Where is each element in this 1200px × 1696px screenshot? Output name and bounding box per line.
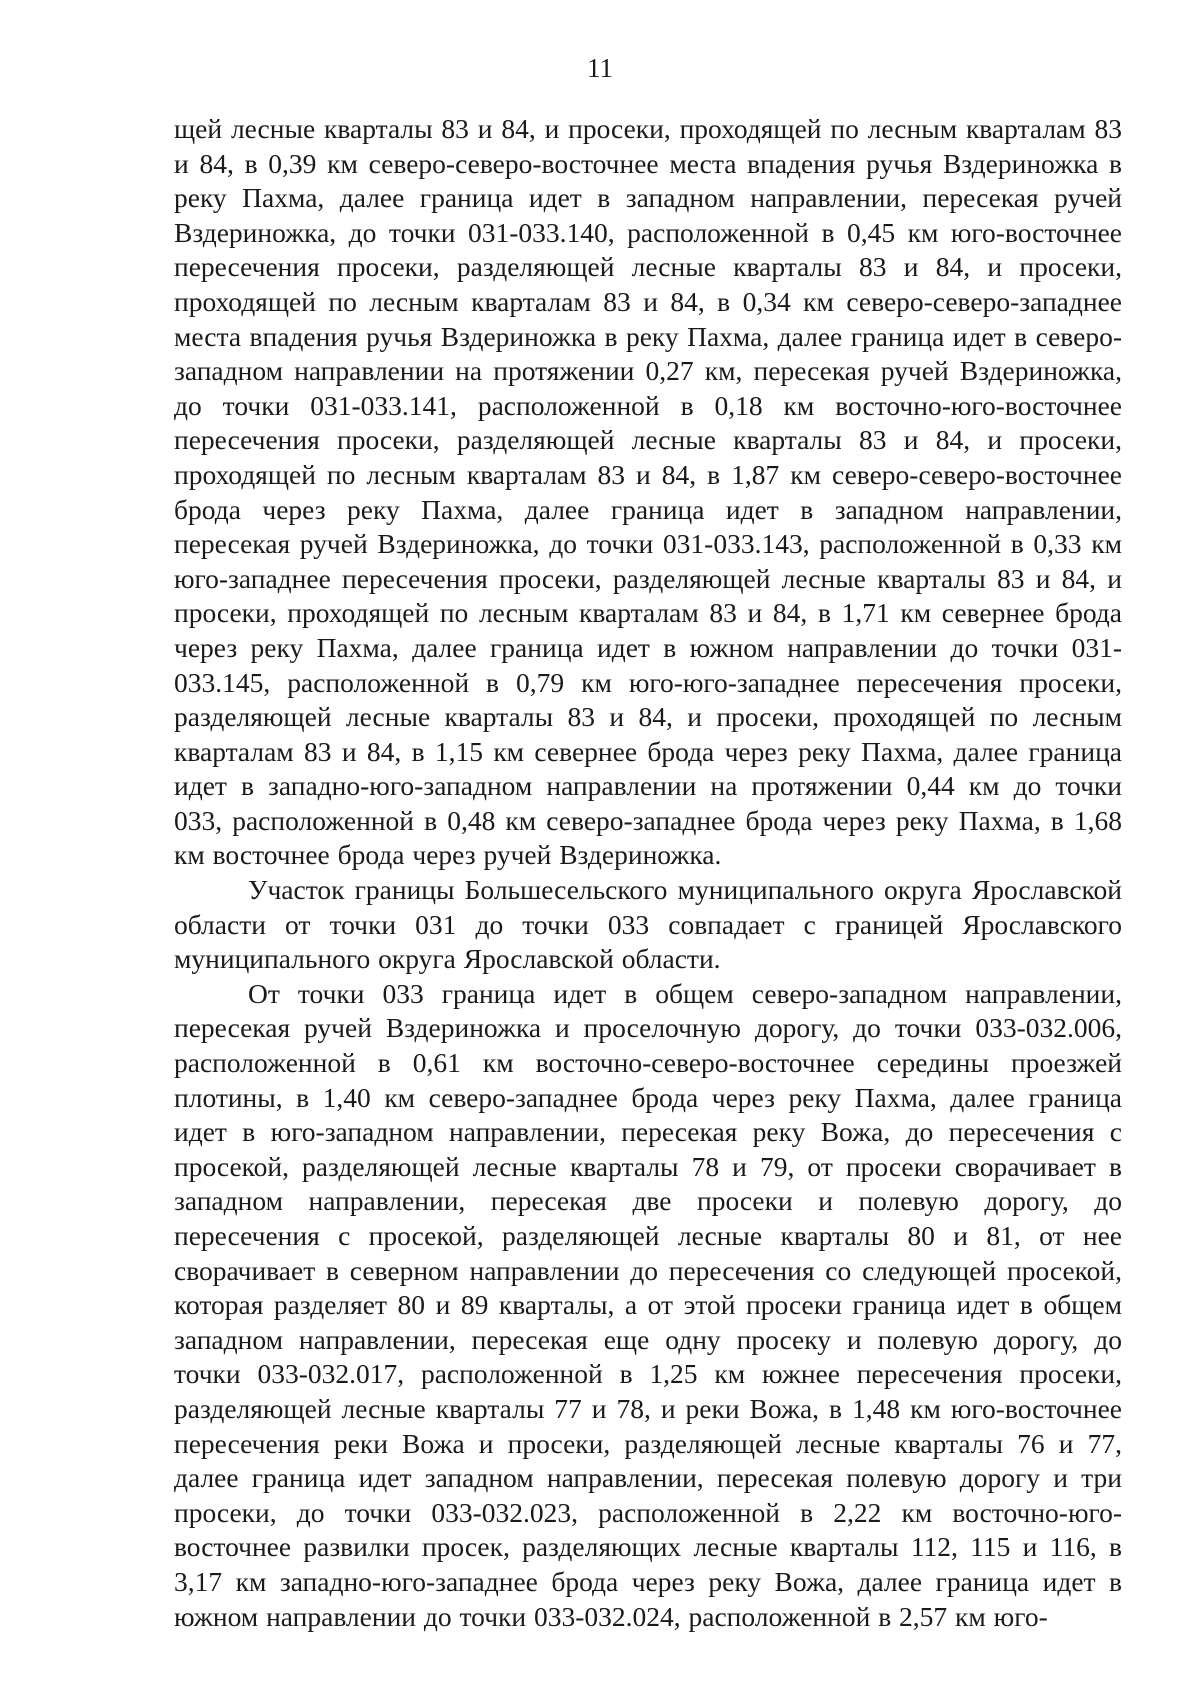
paragraph-boundary-033-032: От точки 033 граница идет в общем северо-западном направлении, пересекая ручей Вздериножка и проселочную дорогу, до точки 033-032.006, расположенной в 0,61 км восточно-северо-восточнее середины проезжей плотины, в 1,40 км северо-западнее брода через реку Пахма, далее граница идет в юго-западном направлении, пересекая реку Вожа, до пересечения с просекой, разделяющей лесные кварталы 78 и 79, от просеки сворачивает в западном направлении, пересекая две просеки и полевую дорогу, до пересечения с просекой, разделяющей лесные кварталы 80 и 81, от нее сворачивает в северном направлении до пересечения со следующей просекой, которая разделяет 80 и 89 кварталы, а от этой просеки граница идет в общем западном направлении, пересекая еще одну просеку и полевую дорогу, до точки 033-032.017, расположенной в 1,25 км южнее пересечения просеки, разделяющей лесные кварталы 77 и 78, и реки Вожа, в 1,48 км юго-восточнее пересечения реки Вожа и просеки, разделяющей лесные кварталы 76 и 77, далее граница идет западном направлении, пересекая полевую дорогу и три просеки, до точки 033-032.023, расположенной в 2,22 км восточно-юго-восточнее развилки просек, разделяющих лесные кварталы 112, 115 и 116, в 3,17 км западно-юго-западнее брода через реку Вожа, далее граница идет в южном направлении до точки 033-032.024, расположенной в 2,57 км юго- — [174, 977, 1122, 1632]
document-body — [174, 112, 1122, 1634]
paragraph-boundary-031-033: щей лесные кварталы 83 и 84, и просеки, проходящей по лесным кварталам 83 и 84, в 0,39 км северо-северо-восточнее места впадения ручья Вздериножка в реку Пахма, далее граница идет в западном направлении, пересекая ручей Вздериножка, до точки 031-033.140, расположенной в 0,45 км юго-восточнее пересечения просеки, разделяющей лесные кварталы 83 и 84, и просеки, проходящей по лесным кварталам 83 и 84, в 0,34 км северо-северо-западнее места впадения ручья Вздериножка в реку Пахма, далее граница идет в северо-западном направлении на протяжении 0,27 км, пересекая ручей Вздериножка, до точки 031-033.141, расположенной в 0,18 км восточно-юго-восточнее пересечения просеки, разделяющей лесные кварталы 83 и 84, и просеки, проходящей по лесным кварталам 83 и 84, в 1,87 км северо-северо-восточнее брода через реку Пахма, далее граница идет в западном направлении, пересекая ручей Вздериножка, до точки 031-033.143, расположенной в 0,33 км юго-западнее пересечения просеки, разделяющей лесные кварталы 83 и 84, и просеки, проходящей по лесным кварталам 83 и 84, в 1,71 км севернее брода через реку Пахма, далее граница идет в южном направлении до точки 031-033.145, расположенной в 0,79 км юго-юго-западнее пересечения просеки, разделяющей лесные кварталы 83 и 84, и просеки, проходящей по лесным кварталам 83 и 84, в 1,15 км севернее брода через реку Пахма, далее граница идет в западно-юго-западном направлении на протяжении 0,44 км до точки 033, расположенной в 0,48 км северо-западнее брода через реку Пахма, в 1,68 км восточнее брода через ручей Вздериножка. — [174, 113, 1122, 871]
paragraph-boundary-coincidence: Участок границы Большесельского муниципального округа Ярославской области от точки 031 до точки 033 совпадает с границей Ярославского муниципального округа Ярославской области. — [174, 874, 1122, 975]
page-number: 11 — [587, 53, 613, 83]
